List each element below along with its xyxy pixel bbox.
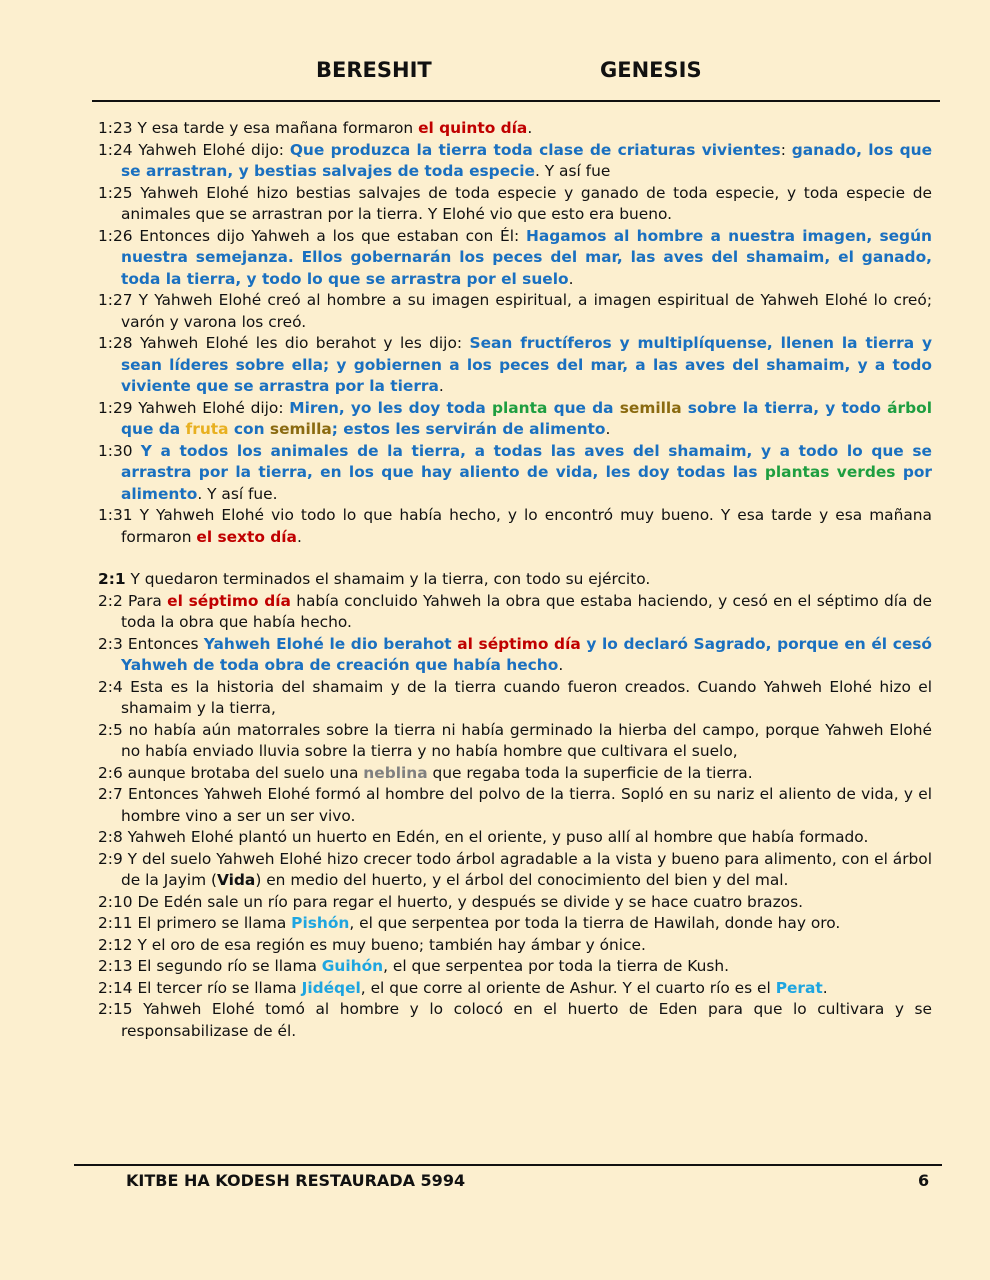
verse-segment: Y quedaron terminados el shamaim y la tierra, con todo su ejército. — [125, 570, 651, 588]
verse — [98, 634, 932, 677]
verse-segment: 2:1 — [98, 570, 126, 588]
verse — [98, 591, 932, 634]
verse-segment: 1:23 Y esa tarde y esa mañana formaron — [98, 119, 419, 137]
verse-segment: . — [605, 420, 611, 438]
verse-segment: . — [296, 527, 302, 546]
verse — [98, 333, 932, 398]
verse-segment: . — [438, 377, 444, 395]
verse-segment: ; estos les servirán de alimento — [331, 420, 606, 438]
header-title-right: GENESIS — [600, 58, 702, 82]
verse-segment: Hagamos al hombre a nuestra imagen, según nuestra semejanza. Ellos gobernarán los peces del mar, las aves del shamaim, el ganado, toda la tierra, y todo lo que se arrastra por el suelo — [121, 226, 932, 288]
footer-title: KITBE HA KODESH RESTAURADA 5994 — [126, 1171, 466, 1190]
verse-segment: , el que serpentea por toda la tierra de Hawilah, donde hay oro. — [349, 914, 841, 932]
verse — [98, 398, 932, 441]
verse-segment: , el que corre al oriente de Ashur. Y el cuarto río es el — [360, 978, 776, 997]
verse — [98, 441, 932, 506]
verse-segment: fruta — [185, 420, 229, 438]
verse-segment: Sean fructíferos y multiplíquense, llenen la tierra y sean líderes sobre ella; y gobiernen a los peces del mar, a las aves del shamaim, y a todo viviente que se arrastra por la tierra — [121, 334, 932, 395]
verse — [98, 226, 932, 291]
verse-segment: Guihón — [321, 957, 384, 975]
verse-segment: plantas verdes — [764, 463, 896, 481]
verse — [98, 935, 932, 957]
verse-segment: 2:3 Entonces — [98, 634, 204, 653]
verse — [98, 978, 932, 1000]
verse-segment: que da — [547, 398, 620, 417]
verse-segment: . — [822, 978, 828, 997]
verse-segment: Jidéqel — [301, 978, 361, 997]
verse-segment: 1:29 Yahweh Elohé dijo: — [98, 398, 290, 417]
verse-segment: . — [558, 656, 564, 674]
verse-segment: el quinto día — [418, 119, 528, 137]
verse-segment: . — [568, 269, 574, 288]
verse-segment: 1:24 Yahweh Elohé dijo: — [98, 140, 290, 159]
verse-segment: ganado, los que se arrastran, y bestias salvajes de toda especie — [121, 140, 933, 180]
verse-segment: con — [228, 420, 270, 438]
verse-segment: ) en medio del huerto, y el árbol del conocimiento del bien y del mal. — [255, 871, 789, 889]
verse — [98, 849, 932, 892]
verse-segment: 2:9 Y del suelo Yahweh Elohé hizo crecer todo árbol agradable a la vista y bueno para alimento, con el árbol de la Jayim ( — [98, 849, 932, 889]
verse-segment: 2:12 Y el oro de esa región es muy bueno; también hay ámbar y ónice. — [98, 935, 646, 954]
verse — [98, 763, 932, 785]
chapter-gap — [98, 548, 932, 569]
header-title-left: BERESHIT — [316, 58, 432, 82]
verse-segment: que da — [121, 420, 186, 438]
page-header — [0, 58, 990, 92]
verse-list — [98, 118, 932, 1042]
verse-segment: 2:11 El primero se llama — [98, 914, 292, 932]
page-number: 6 — [918, 1171, 930, 1190]
verse-segment: Perat — [775, 978, 823, 997]
verse-segment: semilla — [269, 420, 332, 438]
verse-segment: 1:31 Y Yahweh Elohé vio todo lo que había hecho, y lo encontró muy bueno. Y esa tarde y esa mañana formaron — [98, 506, 932, 546]
verse — [98, 183, 932, 226]
verse — [98, 290, 932, 333]
verse-segment: 1:26 Entonces dijo Yahweh a los que estaban con Él: — [98, 226, 526, 245]
verse-segment: 2:5 no había aún matorrales sobre la tierra ni había germinado la hierba del campo, porque Yahweh Elohé no había enviado lluvia sobre la tierra y no había hombre que cultivara el suelo, — [98, 720, 932, 760]
verse-segment: 2:7 Entonces Yahweh Elohé formó al hombre del polvo de la tierra. Sopló en su nariz el aliento de vida, y el hombre vino a ser un ser vivo. — [98, 785, 932, 825]
verse-segment: 1:27 Y Yahweh Elohé creó al hombre a su imagen espiritual, a imagen espiritual de Yahweh Elohé lo creó; varón y varona los creó. — [98, 291, 932, 331]
verse — [98, 720, 932, 763]
verse-segment: . Y así fue — [534, 162, 611, 180]
verse-segment: Pishón — [291, 914, 350, 932]
verse-segment: sobre la tierra, y todo — [681, 398, 888, 417]
verse-segment: 2:15 Yahweh Elohé tomó al hombre y lo colocó en el huerto de Eden para que lo cultivara y se responsabilizase de él. — [98, 1000, 932, 1040]
verse-segment: . — [527, 119, 533, 137]
verse — [98, 784, 932, 827]
verse — [98, 569, 932, 591]
verse-segment: semilla — [619, 398, 682, 417]
verse-segment: 2:14 El tercer río se llama — [98, 978, 302, 997]
verse-segment: y lo declaró Sagrado, porque en él cesó Yahweh de toda obra de creación que había hecho — [121, 634, 932, 674]
verse — [98, 505, 932, 548]
verse-segment: 1:28 Yahweh Elohé les dio berahot y les dijo: — [98, 334, 470, 352]
verse-segment: neblina — [363, 763, 428, 782]
verse-segment: que regaba toda la superficie de la tierra. — [427, 763, 753, 782]
page-footer — [0, 1171, 990, 1193]
verse — [98, 892, 932, 914]
verse-segment: planta — [492, 398, 548, 417]
verse-segment: por alimento — [121, 463, 933, 503]
verse-segment: el séptimo día — [167, 591, 291, 610]
verse-segment: 2:8 Yahweh Elohé plantó un huerto en Edén, en el oriente, y puso allí al hombre que había formado. — [98, 828, 869, 846]
verse-segment: había concluido Yahweh la obra que estaba haciendo, y cesó en el séptimo día de toda la obra que había hecho. — [121, 591, 932, 631]
verse — [98, 999, 932, 1042]
header-divider — [92, 100, 940, 102]
verse-segment: 2:4 Esta es la historia del shamaim y de la tierra cuando fueron creados. Cuando Yahweh Elohé hizo el shamaim y la tierra, — [98, 677, 932, 717]
verse-segment: Vida — [216, 871, 256, 889]
verse-segment: , el que serpentea por toda la tierra de Kush. — [383, 957, 729, 975]
verse-segment: Que produzca la tierra toda clase de criaturas vivientes — [289, 140, 781, 159]
verse — [98, 140, 932, 183]
verse — [98, 913, 932, 935]
verse — [98, 677, 932, 720]
verse-segment: 2:6 aunque brotaba del suelo una — [98, 763, 364, 782]
verse-segment: . Y así fue. — [197, 484, 278, 503]
verse-segment: : — [780, 140, 792, 159]
verse — [98, 956, 932, 978]
verse — [98, 827, 932, 849]
verse-segment: 2:13 El segundo río se llama — [98, 957, 322, 975]
verse-segment: al séptimo día — [457, 634, 581, 653]
verse — [98, 118, 932, 140]
verse-segment: 1:25 Yahweh Elohé hizo bestias salvajes de toda especie y ganado de toda especie, y toda especie de animales que se arrastran por la tierra. Y Elohé vio que esto era bueno. — [98, 183, 932, 223]
verse-segment: 1:30 — [98, 441, 141, 460]
verse-segment: Miren, yo les doy toda — [289, 398, 492, 417]
verse-segment: 2:10 De Edén sale un río para regar el huerto, y después se divide y se hace cuatro brazos. — [98, 892, 803, 911]
verse-segment: 2:2 Para — [98, 591, 168, 610]
footer-divider — [74, 1164, 942, 1166]
verse-segment: Yahweh Elohé le dio berahot — [203, 634, 458, 653]
verse-segment: árbol — [887, 398, 932, 417]
verse-segment: el sexto día — [196, 527, 297, 546]
verse-segment: Y a todos los animales de la tierra, a todas las aves del shamaim, y a todo lo que se arrastra por la tierra, en los que hay aliento de vida, les doy todas las — [121, 441, 932, 481]
